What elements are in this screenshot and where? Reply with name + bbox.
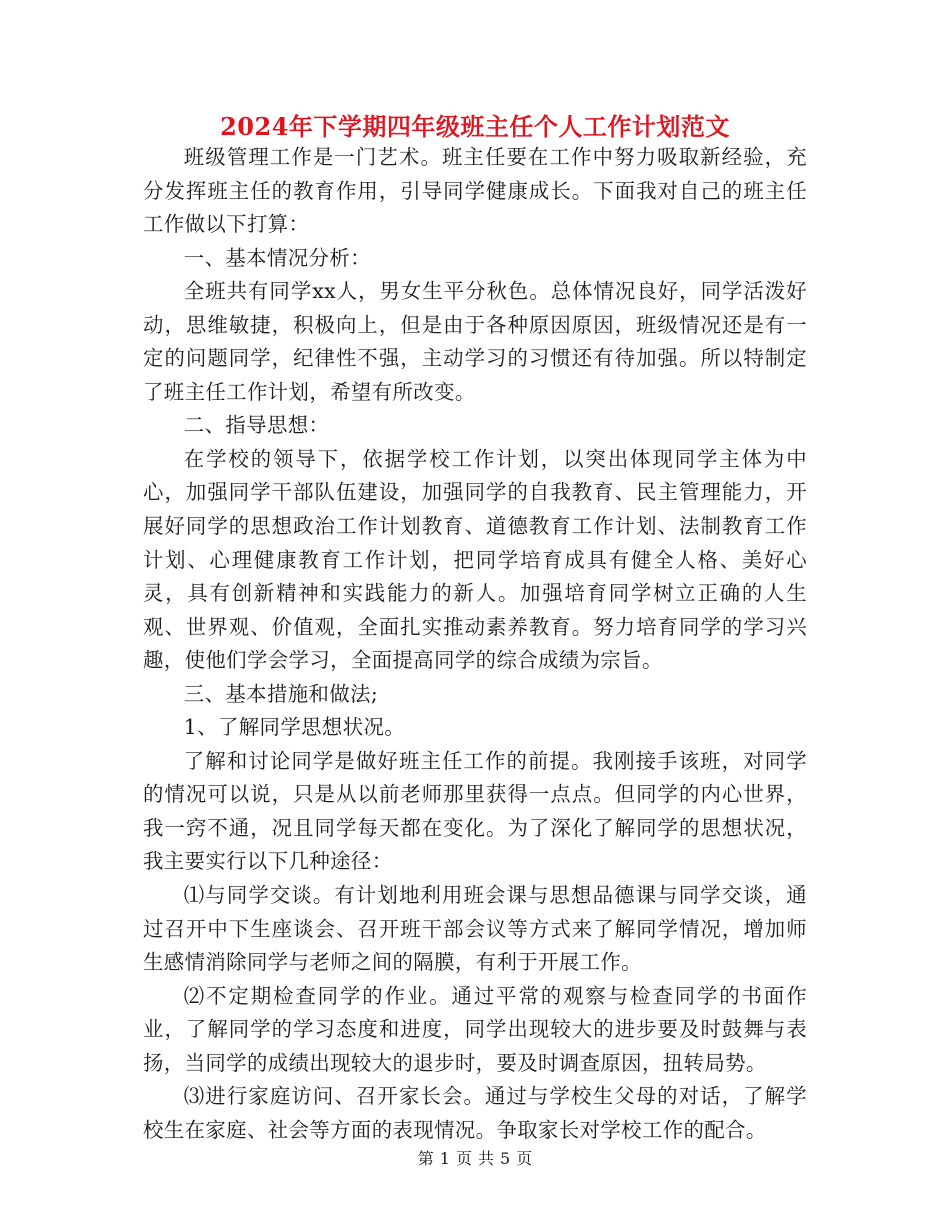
footer-total-pages: 5 bbox=[500, 1149, 511, 1168]
footer-page-label: 页 bbox=[455, 1149, 472, 1168]
paragraph-item-1: ⑴与同学交谈。有计划地利用班会课与思想品德课与同学交谈，通过召开中下生座谈会、召开班干部会议等方式来了解同学情况，增加师生感情消除同学与老师之间的隔膜，有利于开展工作。 bbox=[143, 883, 807, 975]
paragraph-guiding-ideology: 在学校的领导下，依据学校工作计划，以突出体现同学主体为中心，加强同学干部队伍建设，加强同学的自我教育、民主管理能力，开展好同学的思想政治工作计划教育、道德教育工作计划、法制教育工作计划、心理健康教育工作计划，把同学培育成具有健全人格、美好心灵，具有创新精神和实践能力的新人。加强培育同学树立正确的人生观、世界观、价值观，全面扎实推动素养教育。努力培育同学的学习兴趣，使他们学会学习，全面提高同学的综合成绩为宗旨。 bbox=[143, 446, 807, 673]
section-heading-2: 二、指导思想： bbox=[183, 413, 330, 438]
paragraph-item-2: ⑵不定期检查同学的作业。通过平常的观察与检查同学的书面作业，了解同学的学习态度和进度，同学出现较大的进步要及时鼓舞与表扬，当同学的成绩出现较大的退步时，要及时调查原因，扭转局势。 bbox=[143, 983, 807, 1075]
paragraph-item-3: ⑶进行家庭访问、召开家长会。通过与学校生父母的对话，了解学校生在家庭、社会等方面的表现情况。争取家长对学校工作的配合。 bbox=[143, 1084, 807, 1142]
footer-current-page: 1 bbox=[439, 1149, 450, 1168]
section-heading-3: 三、基本措施和做法; bbox=[183, 681, 379, 706]
page-footer bbox=[0, 1148, 950, 1170]
footer-page-prefix: 第 bbox=[417, 1149, 434, 1168]
document-title: 2024年下学期四年级班主任个人工作计划范文 bbox=[220, 112, 730, 141]
footer-total-label: 页 bbox=[516, 1149, 533, 1168]
subheading-understand-students: 1、了解同学思想状况。 bbox=[183, 715, 406, 740]
paragraph-intro: 班级管理工作是一门艺术。班主任要在工作中努力吸取新经验，充分发挥班主任的教育作用，引导同学健康成长。下面我对自己的班主任工作做以下打算： bbox=[143, 145, 807, 237]
section-heading-1: 一、基本情况分析： bbox=[183, 245, 371, 270]
paragraph-understand-students: 了解和讨论同学是做好班主任工作的前提。我刚接手该班，对同学的情况可以说，只是从以前老师那里获得一点点。但同学的内心世界，我一窍不通，况且同学每天都在变化。为了深化了解同学的思想状况，我主要实行以下几种途径： bbox=[143, 748, 807, 874]
paragraph-class-situation: 全班共有同学xx人，男女生平分秋色。总体情况良好，同学活泼好动，思维敏捷，积极向上，但是由于各种原因原因，班级情况还是有一定的问题同学，纪律性不强，主动学习的习惯还有待加强。所以特制定了班主任工作计划，希望有所改变。 bbox=[143, 279, 807, 404]
footer-total-prefix: 共 bbox=[478, 1149, 495, 1168]
document-body bbox=[143, 141, 807, 1147]
